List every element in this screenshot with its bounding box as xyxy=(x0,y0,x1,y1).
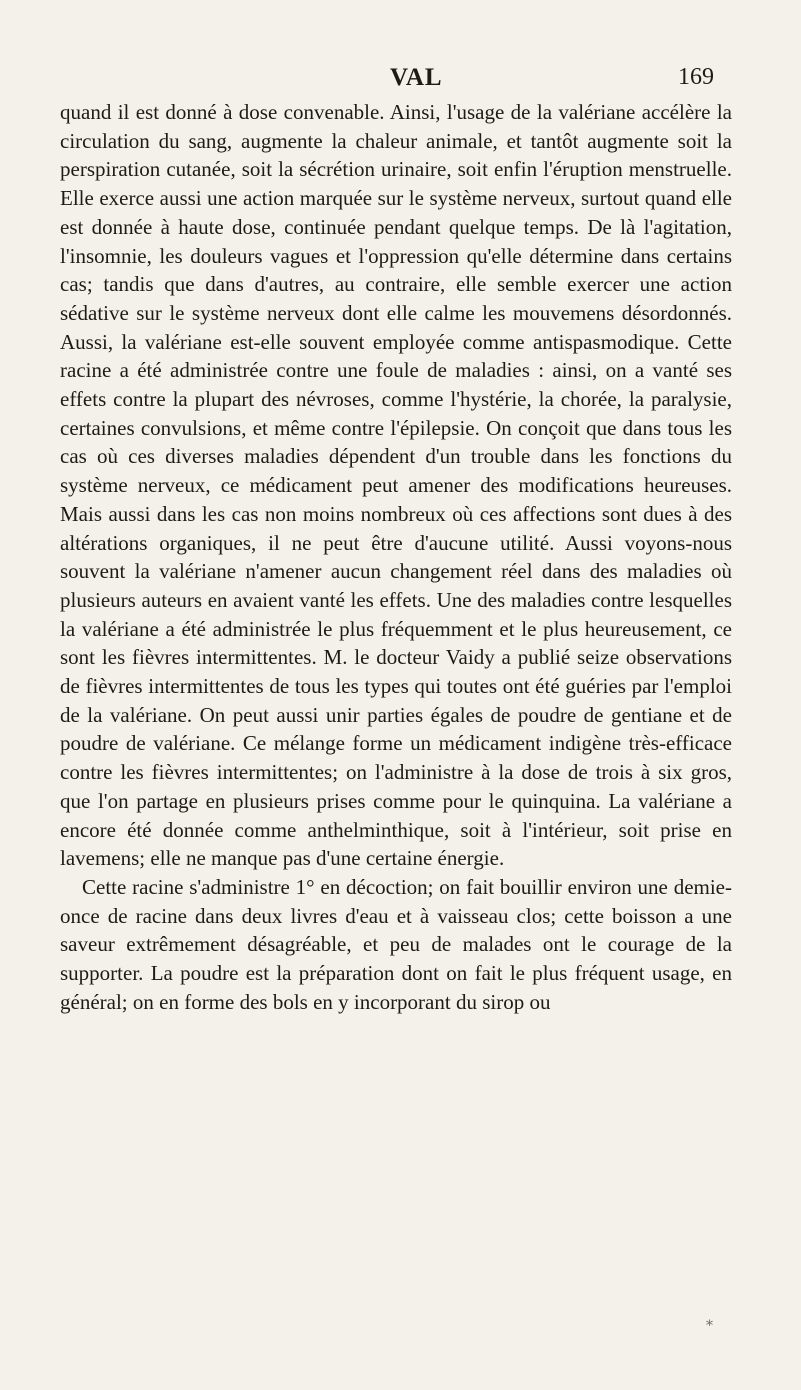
page-body xyxy=(60,98,732,1017)
page-header xyxy=(110,64,720,94)
page-number: 169 xyxy=(678,64,714,90)
paragraph-2: Cette racine s'administre 1° en décoction; on fait bouillir environ une demie-once de racine dans deux livres d'eau et à vaisseau clos; cette boisson a une saveur extrêmement désagréable, et peu de malades ont le courage de la supporter. La poudre est la préparation dont on fait le plus fréquent usage, en général; on en forme des bols en y incorporant du sirop ou xyxy=(60,874,732,1014)
paragraph-1: quand il est donné à dose convenable. Ainsi, l'usage de la valériane accélère la circulation du sang, augmente la chaleur animale, et tantôt augmente soit la perspiration cutanée, soit la sécrétion urinaire, soit enfin l'éruption menstruelle. Elle exerce aussi une action marquée sur le système nerveux, surtout quand elle est donnée à haute dose, continuée pendant quelque temps. De là l'agitation, l'insomnie, les douleurs vagues et l'oppression qu'elle détermine dans certains cas; tandis que dans d'autres, au contraire, elle semble exercer une action sédative sur le système nerveux dont elle calme les mouvemens désordonnés. Aussi, la valériane est-elle souvent employée comme antispasmodique. Cette racine a été administrée contre une foule de maladies : ainsi, on a vanté ses effets contre la plupart des névroses, comme l'hystérie, la chorée, la paralysie, certaines convulsions, et même contre l'épilepsie. On conçoit que dans tous les cas où ces diverses maladies dépendent d'un trouble dans les fonctions du système nerveux, ce médicament peut amener des modifications heureuses. Mais aussi dans les cas non moins nombreux où ces affections sont dues à des altérations organiques, il ne peut être d'aucune utilité. Aussi voyons-nous souvent la valériane n'amener aucun changement réel dans des maladies où plusieurs auteurs en avaient vanté les effets. Une des maladies contre lesquelles la valériane a été administrée le plus fréquemment et le plus heureusement, ce sont les fièvres intermittentes. M. le docteur Vaidy a publié seize observations de fièvres intermittentes de tous les types qui toutes ont été guéries par l'emploi de la valériane. On peut aussi unir parties égales de poudre de gentiane et de poudre de valériane. Ce mélange forme un médicament indigène très-efficace contre les fièvres intermittentes; on l'administre à la dose de trois à six gros, que l'on partage en plusieurs prises comme pour le quinquina. La valériane a encore été donnée comme anthelminthique, soit à l'intérieur, soit prise en lavemens; elle ne manque pas d'une certaine énergie. xyxy=(60,100,732,871)
printer-mark: * xyxy=(706,1318,713,1334)
running-head: VAL xyxy=(390,64,443,91)
